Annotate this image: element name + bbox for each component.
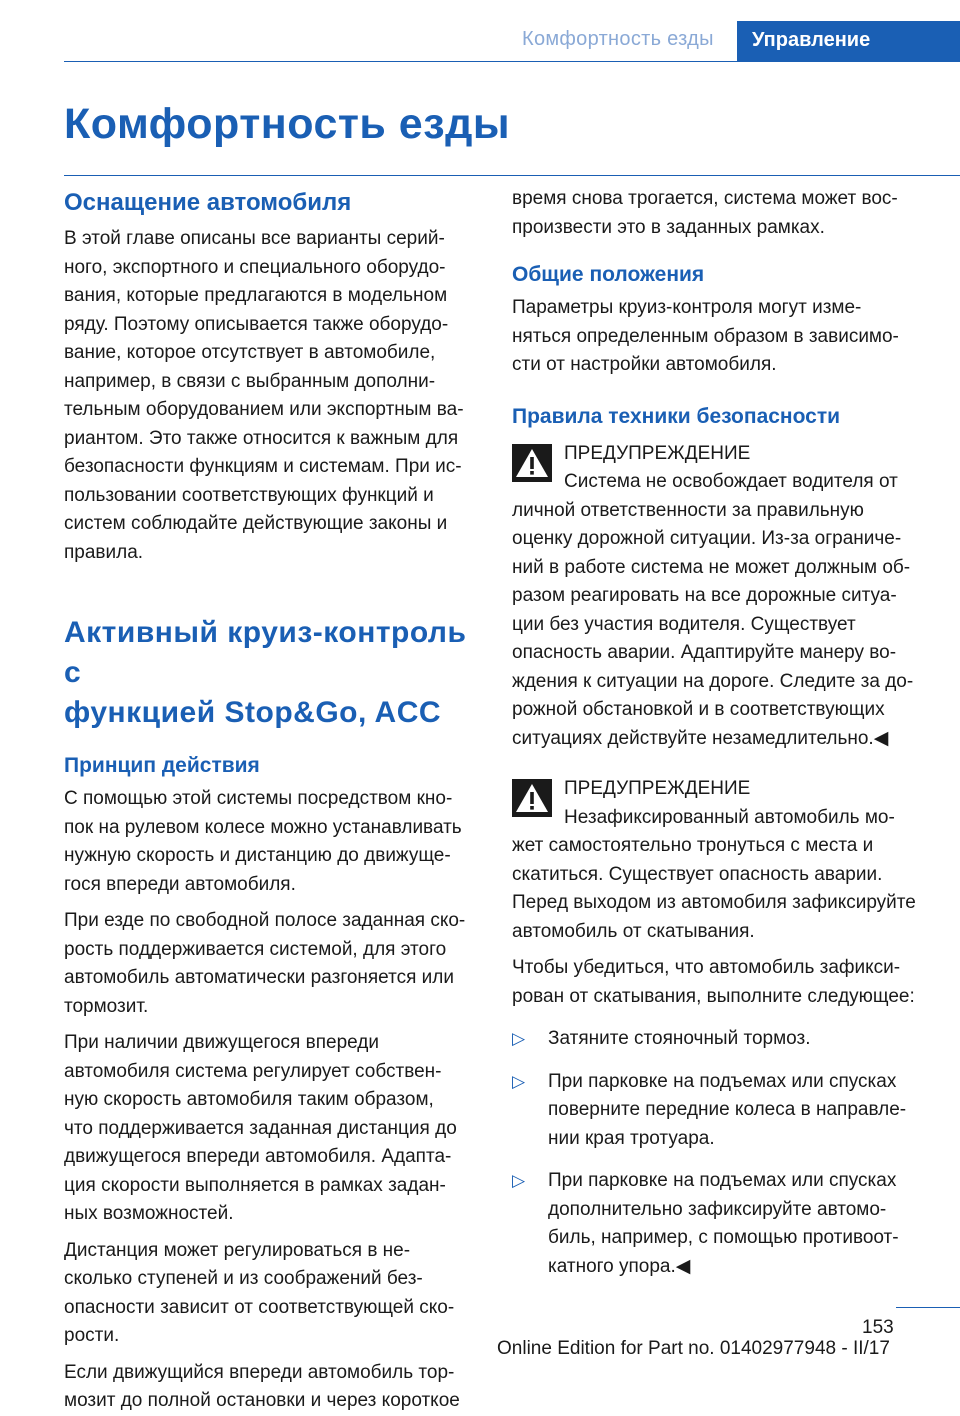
- bullet-triangle-icon: ▷: [512, 1171, 526, 1190]
- page-number: 153: [862, 1317, 894, 1338]
- text-line: вание, которое отсутствует в автомобиле,: [64, 342, 436, 363]
- text-line: ждения к ситуации на дороге. Следите за до-: [512, 670, 914, 692]
- warning-block-2: [512, 775, 932, 832]
- text-line: опасность аварии. Адаптируйте манеру во-: [512, 642, 897, 663]
- paragraph-principle-5: [64, 1359, 479, 1416]
- text-line: автомобиль автоматически разгоняется или: [64, 967, 454, 988]
- subheading-general: Общие положения: [512, 263, 705, 286]
- header-rule: [64, 61, 960, 62]
- text-line: автомобиль от скатывания.: [512, 920, 755, 942]
- text-line: систем соблюдайте действующие законы и: [64, 513, 448, 534]
- section-heading-equipment: Оснащение автомобиля: [64, 189, 352, 216]
- text-line: С помощью этой системы посредством кно-: [64, 788, 453, 809]
- paragraph-principle-2: [64, 907, 479, 1021]
- page-header: [0, 0, 960, 62]
- text-line: В этой главе описаны все варианты серий-: [64, 228, 445, 249]
- paragraph-steps: [512, 954, 932, 1011]
- text-line: например, в связи с выбранным дополни-: [64, 370, 436, 392]
- text-line: скатиться. Существует опасность аварии.: [512, 863, 883, 885]
- text-line: Чтобы убедиться, что автомобиль зафикси-: [512, 957, 901, 978]
- text-line: При езде по свободной полосе заданная ско-: [64, 910, 466, 931]
- text-line: При парковке на подъемах или спусках: [548, 1070, 897, 1092]
- text-line: рость поддерживается системой, для этого: [64, 938, 447, 960]
- text-line: риантом. Это также относится к важным для: [64, 427, 459, 449]
- text-line: пользовании соответствующих функций и: [64, 484, 434, 506]
- tab-section-active[interactable]: Управление: [737, 21, 960, 62]
- text-line: Дистанция может регулироваться в не-: [64, 1239, 411, 1261]
- paragraph-principle-3: [64, 1029, 479, 1229]
- warning-label: ПРЕДУПРЕЖДЕНИЕ: [564, 442, 751, 464]
- text-line: Параметры круиз-контроля могут изме-: [512, 297, 862, 318]
- text-line: сколько ступеней и из соображений без-: [64, 1268, 423, 1289]
- text-line: нии края тротуара.: [548, 1127, 715, 1149]
- text-line: произвести это в заданных рамках.: [512, 216, 825, 238]
- paragraph-continued: [512, 185, 932, 242]
- text-line: что поддерживается заданная дистанция до: [64, 1117, 457, 1139]
- heading-line: Активный круиз-контроль с: [64, 616, 467, 689]
- right-column: [512, 183, 932, 1281]
- warning-icon: [512, 444, 552, 482]
- text-line: опасности зависит от соответствующей ско-: [64, 1296, 455, 1318]
- list-item: [512, 1068, 932, 1154]
- text-line: Затяните стояночный тормоз.: [548, 1028, 811, 1049]
- subheading-safety: Правила техники безопасности: [512, 404, 841, 428]
- page-title: Комфортность езды: [64, 100, 511, 148]
- text-line: рожной обстановкой и в соответствующих: [512, 699, 885, 720]
- text-line: При парковке на подъемах или спусках: [548, 1170, 897, 1191]
- list-item: [512, 1167, 932, 1281]
- text-line: Перед выходом из автомобиля зафиксируйте: [512, 892, 916, 913]
- text-line: правила.: [64, 541, 144, 563]
- text-line: время снова трогается, система может вос-: [512, 188, 898, 209]
- text-line: вания, которые предлагаются в модельном: [64, 285, 448, 306]
- left-column: [64, 183, 479, 1416]
- paragraph-principle-1: [64, 785, 479, 899]
- text-line: рован от скатывания, выполните следующее:: [512, 985, 915, 1007]
- text-line: ции без участия водителя. Существует: [512, 613, 856, 635]
- text-line: ция скорости выполняется в рамках задан-: [64, 1174, 446, 1196]
- text-line: няться определенным образом в зависимо-: [512, 325, 899, 347]
- text-line: сти от настройки автомобиля.: [512, 354, 777, 375]
- text-line: При наличии движущегося впереди: [64, 1032, 379, 1053]
- text-line: рости.: [64, 1325, 120, 1346]
- text-line: ряду. Поэтому описывается также оборудо-: [64, 313, 449, 335]
- text-line: нужную скорость и дистанцию до движуще-: [64, 845, 451, 866]
- footer-edition: Online Edition for Part no. 01402977948 - II/17: [497, 1338, 890, 1359]
- text-line: гося впереди автомобиля.: [64, 873, 296, 895]
- text-line: тормозит.: [64, 995, 149, 1017]
- text-line: биль, например, с помощью противоот-: [548, 1227, 899, 1248]
- paragraph-general: [512, 294, 932, 380]
- footer-rule: [896, 1307, 960, 1308]
- text-line: ного, экспортного и специального оборудо-: [64, 256, 446, 278]
- text-line: поверните передние колеса в направле-: [548, 1099, 907, 1120]
- text-line: оценку дорожной ситуации. Из-за ограниче-: [512, 528, 902, 549]
- warning-label: ПРЕДУПРЕЖДЕНИЕ: [564, 778, 751, 799]
- text-line: ную скорость автомобиля таким образом,: [64, 1089, 434, 1110]
- text-line: тельным оборудованием или экспортным ва-: [64, 399, 464, 420]
- text-line: Система не освобождает водителя от: [564, 471, 898, 492]
- text-line: разом реагировать на все дорожные ситуа-: [512, 585, 897, 606]
- title-rule: [64, 175, 960, 176]
- subheading-principle: Принцип действия: [64, 754, 260, 777]
- warning-text-1: [512, 497, 932, 754]
- text-line: пок на рулевом колесе можно устанавливать: [64, 816, 462, 838]
- text-line: Если движущийся впереди автомобиль тор-: [64, 1361, 455, 1383]
- text-line: ний в работе система не может должным об-: [512, 556, 911, 578]
- paragraph-principle-4: [64, 1237, 479, 1351]
- heading-line: функцией Stop&Go, ACC: [64, 696, 442, 729]
- breadcrumb[interactable]: Комфортность езды: [522, 28, 714, 50]
- warning-text-2: [512, 832, 932, 946]
- text-line: катного упора.◀: [548, 1255, 691, 1277]
- list-item: [512, 1025, 932, 1054]
- bullet-triangle-icon: ▷: [512, 1071, 526, 1091]
- text-line: безопасности функциям и системам. При ис-: [64, 456, 462, 477]
- text-line: Незафиксированный автомобиль мо-: [564, 806, 895, 828]
- paragraph-equipment: [64, 225, 479, 567]
- text-line: движущегося впереди автомобиля. Адапта-: [64, 1146, 452, 1167]
- warning-icon: [512, 779, 552, 817]
- section-heading-acc: [64, 613, 479, 733]
- bullet-triangle-icon: ▷: [512, 1029, 526, 1048]
- text-line: мозит до полной остановки и через короткое: [64, 1390, 460, 1411]
- text-line: автомобиля система регулирует собствен-: [64, 1060, 442, 1082]
- text-line: личной ответственности за правильную: [512, 499, 864, 521]
- text-line: дополнительно зафиксируйте автомо-: [548, 1198, 887, 1220]
- text-line: ных возможностей.: [64, 1203, 234, 1224]
- text-line: ситуациях действуйте незамедлительно.◀: [512, 727, 889, 749]
- warning-block-1: [512, 440, 932, 497]
- text-line: жет самостоятельно тронуться с места и: [512, 835, 874, 856]
